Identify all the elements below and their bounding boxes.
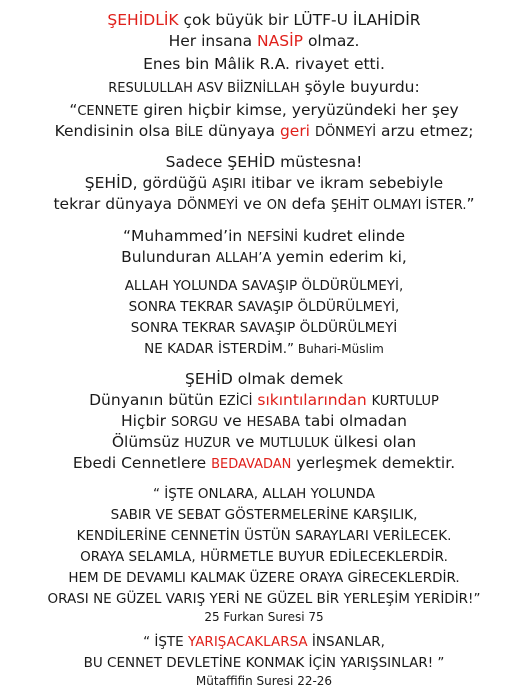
text-line (0, 653, 528, 673)
text-line (0, 390, 528, 412)
text-span: Kendisinin olsa (54, 122, 176, 140)
text-span: DÖNMEYİ (176, 198, 239, 213)
text-line (0, 505, 528, 525)
text-line (0, 547, 528, 567)
highlight-word: sıkıntılarından (257, 391, 367, 409)
highlight-word: geri (279, 122, 310, 140)
text-span: “Muhammed’in (123, 227, 248, 245)
text-line (0, 453, 528, 475)
text-span: ALLAH YOLUNDA SAVAŞIP ÖLDÜRÜLMEYİ, (124, 278, 404, 294)
text-span: yemin ederim ki, (271, 248, 407, 266)
text-span: SONRA TEKRAR SAVAŞIP ÖLDÜRÜLMEYİ, (128, 299, 400, 315)
highlight-word: NASİP (257, 32, 304, 50)
text-span: yerleşmek demektir. (291, 454, 456, 472)
text-span: “ (69, 101, 78, 119)
text-span: “ İŞTE (143, 634, 188, 650)
text-line (0, 100, 528, 122)
text-span: şöyle buyurdu: (299, 78, 420, 96)
text-line (0, 31, 528, 51)
text-span: ŞEHİT OLMAYI İSTER. (330, 198, 467, 213)
text-span: CENNETE (77, 104, 139, 119)
text-span: ülkesi olan (328, 433, 417, 451)
text-span: Buhari-Müslim (294, 342, 384, 356)
text-span: AŞIRI (212, 177, 246, 192)
text-line (0, 54, 528, 74)
text-span: SABIR VE SEBAT GÖSTERMELERİNE KARŞILIK, (110, 507, 418, 523)
text-line (0, 484, 528, 504)
text-span: ŞEHİD olmak demek (185, 370, 343, 388)
text-span: Dünyanın bütün (89, 391, 219, 409)
highlight-word: YARIŞACAKLARSA (188, 634, 308, 650)
text-line (0, 194, 528, 216)
text-span: Sadece ŞEHİD müstesna! (165, 153, 363, 171)
text-line (0, 318, 528, 338)
text-span: Her insana (168, 32, 258, 50)
text-span: KENDİLERİNE CENNETİN ÜSTÜN SARAYLARI VERİLECEK. (76, 528, 452, 544)
text-line (0, 297, 528, 317)
text-span: ORASI NE GÜZEL VARIŞ YERİ NE GÜZEL BİR YERLEŞİM YERİDİR!” (47, 591, 481, 607)
text-line (0, 432, 528, 454)
text-line (0, 173, 528, 195)
text-span: giren hiçbir kimse, yeryüzündeki her şey (138, 101, 459, 119)
text-span: tekrar dünyaya (53, 195, 177, 213)
text-span: ve (230, 433, 260, 451)
highlight-word: ŞEHİDLİK (107, 11, 179, 29)
text-line (0, 121, 528, 143)
text-span: BU CENNET DEVLETİNE KONMAK İÇİN YARIŞSINLAR! ” (83, 655, 445, 671)
text-span: kudret elinde (297, 227, 405, 245)
text-span: arzu etmez; (376, 122, 474, 140)
text-span: EZİCİ (218, 394, 253, 409)
text-span: Ebedi Cennetlere (72, 454, 212, 472)
text-line (0, 526, 528, 546)
text-span: NE KADAR İSTERDİM.” (144, 341, 295, 357)
text-span: 25 Furkan Suresi 75 (204, 610, 324, 624)
text-span: itibar ve ikram sebebiyle (245, 174, 444, 192)
text-span: ORAYA SELAMLA, HÜRMETLE BUYUR EDİLECEKLERDİR. (80, 549, 448, 565)
text-span: BİLE (175, 125, 204, 140)
text-span: çok büyük bir LÜTF-U İLAHİDİR (178, 11, 421, 29)
text-line (0, 226, 528, 248)
highlight-word: BEDAVADAN (211, 457, 292, 472)
text-span: Mütaffifin Suresi 22-26 (195, 674, 333, 688)
text-span: RESULULLAH ASV BİİZNİLLAH (108, 81, 300, 96)
text-line (0, 10, 528, 30)
text-line (0, 276, 528, 296)
text-span: Bulunduran (121, 248, 216, 266)
text-span: NEFSİNİ (247, 230, 298, 245)
text-span: ON (266, 198, 287, 213)
text-line (0, 369, 528, 389)
text-span: HEM DE DEVAMLI KALMAK ÜZERE ORAYA GİRECEKLERDİR. (68, 570, 460, 586)
text-line (0, 339, 528, 359)
text-span: ve (238, 195, 267, 213)
text-line (0, 632, 528, 652)
text-span: Enes bin Mâlik R.A. rivayet etti. (143, 55, 385, 73)
text-line (0, 671, 528, 691)
text-span: KURTULUP (371, 394, 439, 409)
text-span: MUTLULUK (259, 436, 329, 451)
text-line (0, 568, 528, 588)
text-span: HESABA (246, 415, 300, 430)
text-span: olmaz. (303, 32, 360, 50)
text-span: ” (466, 195, 475, 213)
text-line (0, 247, 528, 269)
text-line (0, 77, 528, 99)
text-line (0, 411, 528, 433)
text-span: İNSANLAR, (307, 634, 385, 650)
text-span: ALLAH’A (215, 251, 272, 266)
text-span: ve (218, 412, 247, 430)
text-line (0, 152, 528, 172)
text-span: DÖNMEYİ (314, 125, 377, 140)
text-line (0, 589, 528, 609)
text-span: Ölümsüz (111, 433, 185, 451)
text-span: HUZUR (184, 436, 231, 451)
text-span: tabi olmadan (299, 412, 407, 430)
text-span: ŞEHİD, gördüğü (84, 174, 213, 192)
text-line (0, 607, 528, 627)
text-span: “ İŞTE ONLARA, ALLAH YOLUNDA (153, 486, 375, 502)
text-span: defa (286, 195, 331, 213)
text-span: Hiçbir (121, 412, 171, 430)
text-span: SONRA TEKRAR SAVAŞIP ÖLDÜRÜLMEYİ (130, 320, 398, 336)
text-span: SORGU (170, 415, 219, 430)
text-span: dünyaya (203, 122, 280, 140)
